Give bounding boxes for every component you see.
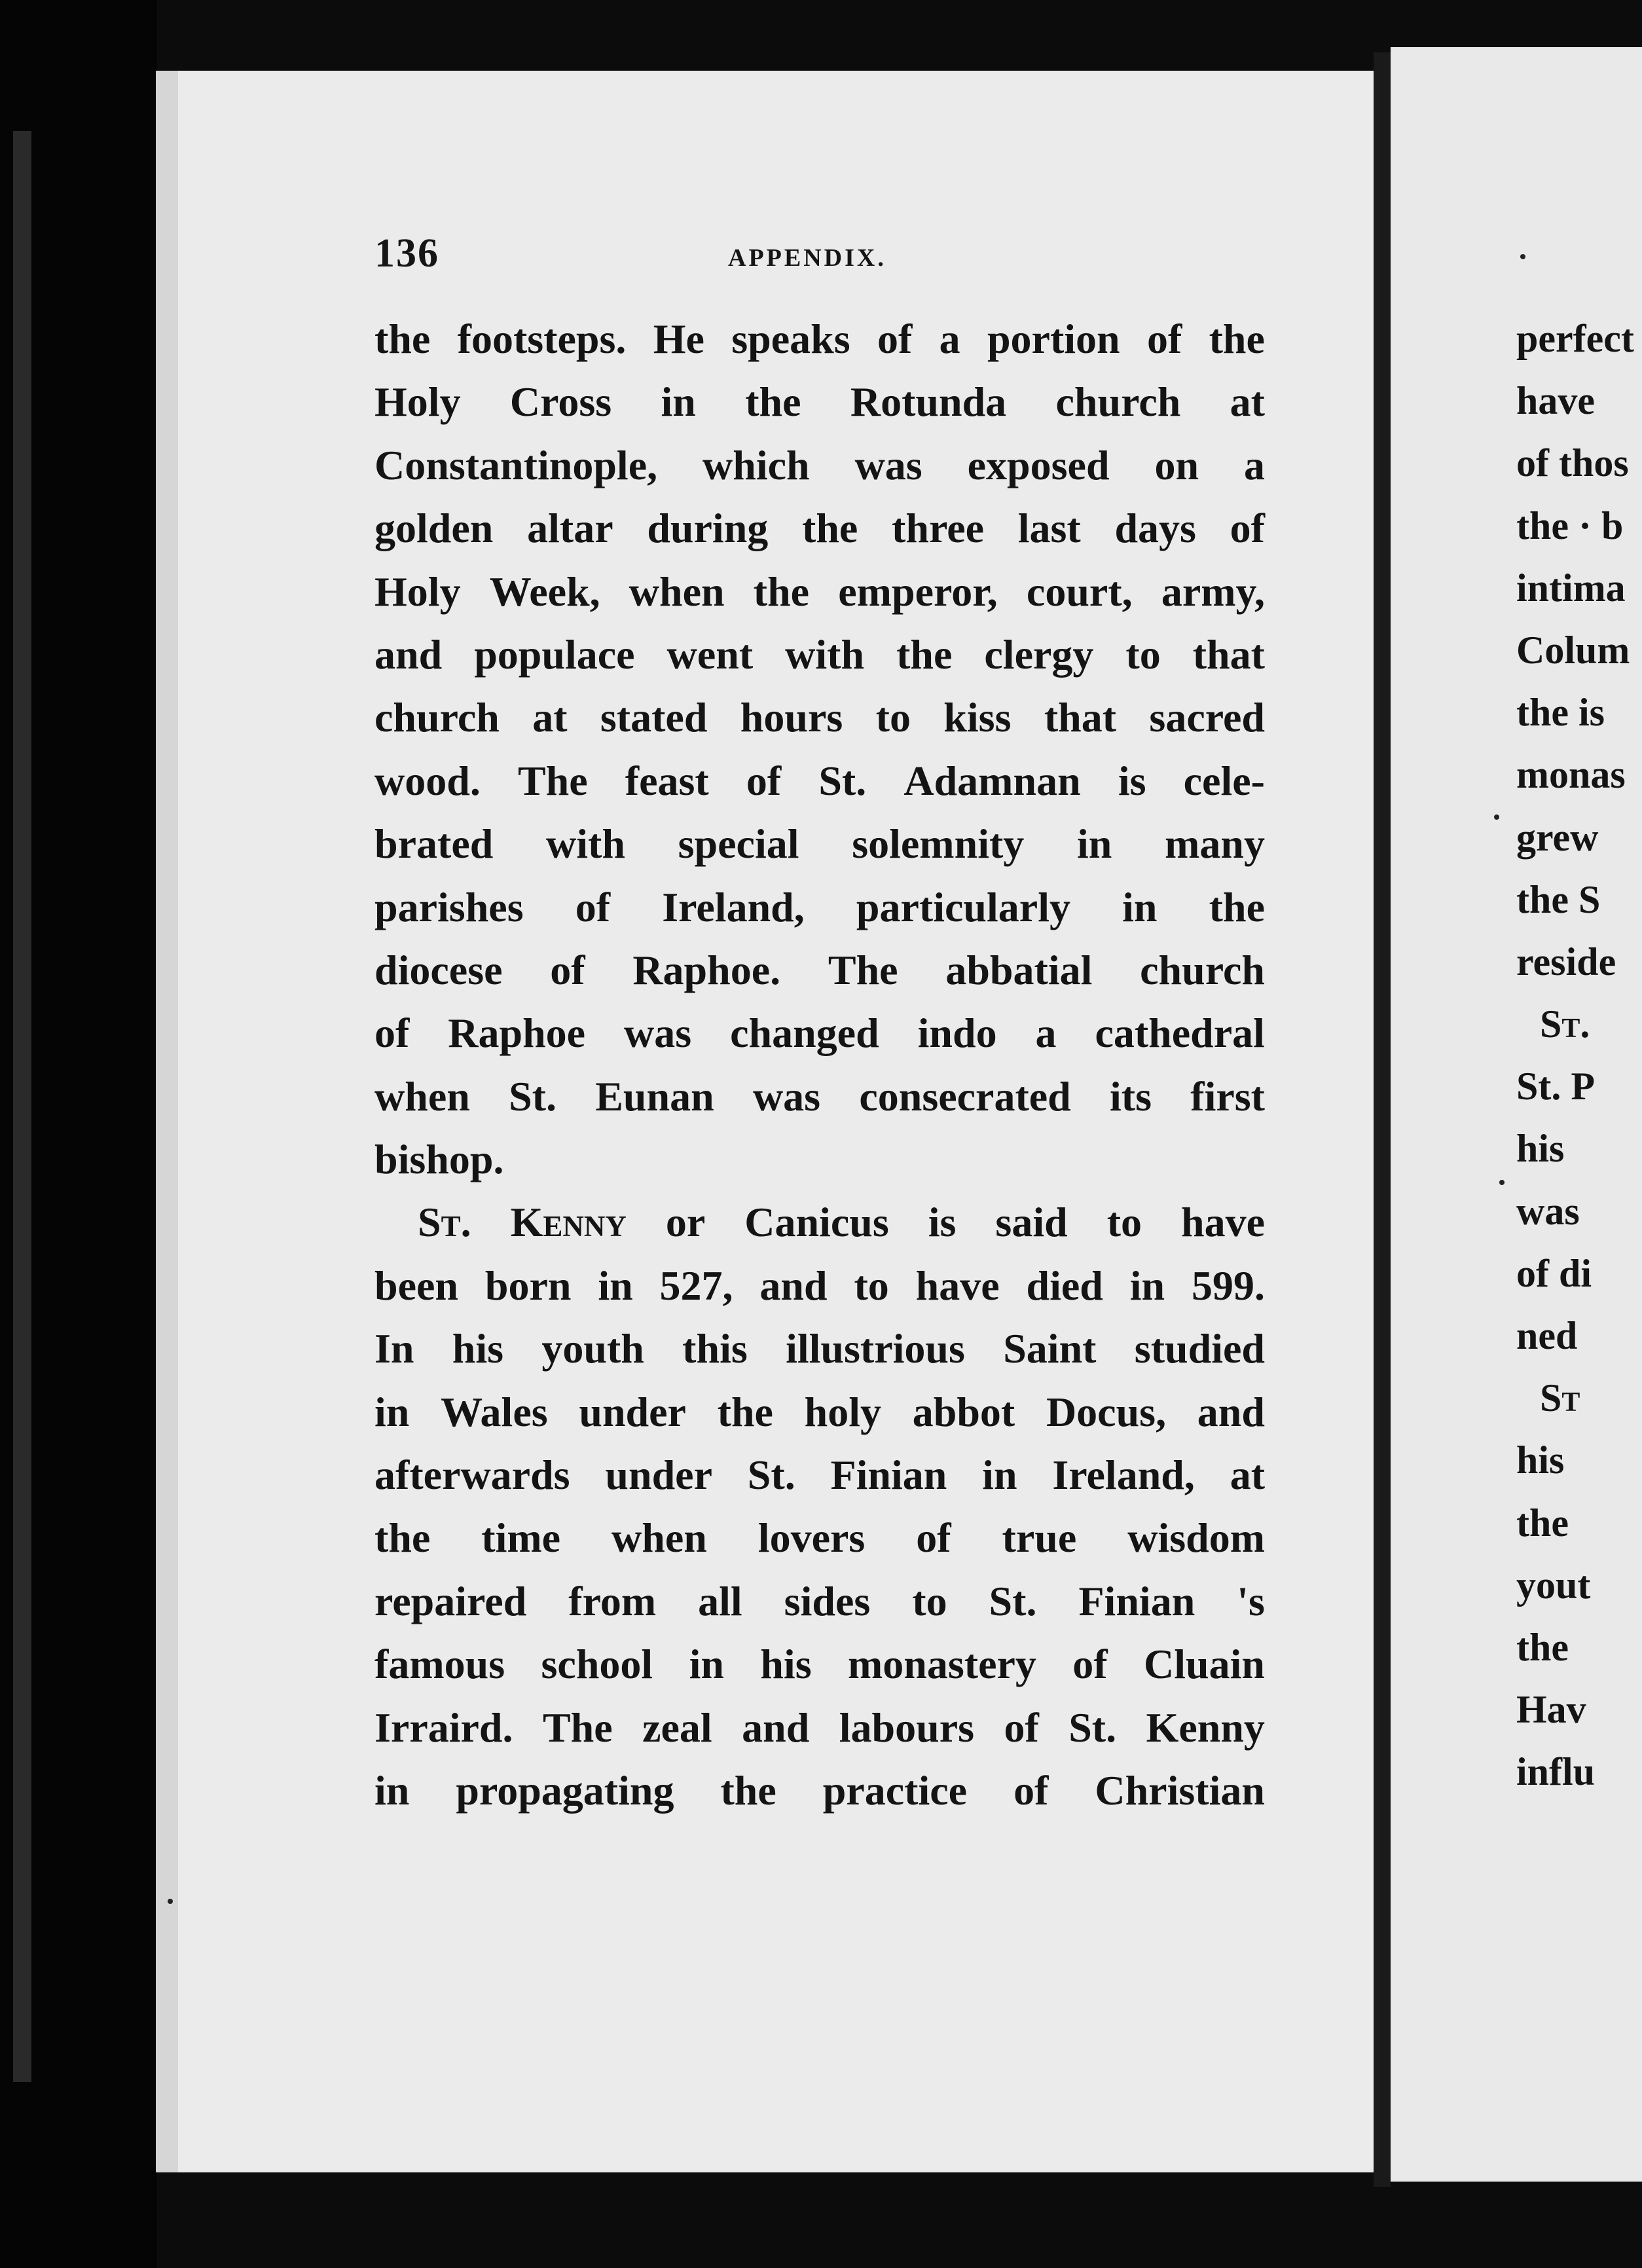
right-page-line: intima bbox=[1516, 566, 1626, 610]
word: in bbox=[982, 1452, 1017, 1499]
word: diocese bbox=[374, 946, 503, 993]
word: He bbox=[653, 316, 704, 362]
word: time bbox=[481, 1514, 561, 1562]
right-page-text bbox=[1516, 308, 1642, 1804]
word: the bbox=[720, 1766, 776, 1814]
word: in bbox=[689, 1641, 724, 1688]
word: Irraird. bbox=[374, 1704, 513, 1751]
header-title: APPENDIX. bbox=[728, 244, 886, 272]
word: with bbox=[785, 631, 865, 678]
word: labours bbox=[839, 1704, 974, 1751]
word: Adamnan bbox=[903, 757, 1081, 804]
word: went bbox=[666, 631, 754, 678]
word: wood. bbox=[374, 757, 481, 804]
right-page-line: of di bbox=[1516, 1251, 1592, 1295]
word: of bbox=[916, 1514, 951, 1562]
word: portion bbox=[987, 316, 1120, 362]
word: footsteps. bbox=[457, 316, 627, 362]
right-page-line: have bbox=[1516, 379, 1595, 423]
right-page-line: was bbox=[1516, 1189, 1580, 1233]
right-page-line: St. P bbox=[1516, 1065, 1595, 1108]
right-page-line: St bbox=[1540, 1376, 1580, 1420]
word: and bbox=[1197, 1388, 1265, 1435]
word: St. bbox=[418, 1199, 471, 1246]
word: St. bbox=[509, 1072, 556, 1120]
word: under bbox=[579, 1388, 686, 1435]
word: school bbox=[541, 1641, 653, 1688]
text-line bbox=[374, 750, 1265, 813]
page-speck bbox=[1494, 814, 1499, 820]
word: the bbox=[1209, 883, 1265, 930]
text-line bbox=[374, 560, 1265, 623]
right-page-line: grew bbox=[1516, 815, 1599, 859]
word: of bbox=[746, 757, 782, 804]
spine-edge bbox=[13, 131, 31, 2082]
word: have bbox=[1180, 1199, 1265, 1246]
text-line bbox=[374, 1128, 1265, 1191]
word: when bbox=[629, 568, 725, 615]
word: have bbox=[915, 1262, 1000, 1309]
word: Kenny bbox=[1146, 1704, 1265, 1751]
word: was bbox=[854, 441, 922, 488]
word: church bbox=[1140, 946, 1265, 993]
word: his bbox=[760, 1641, 812, 1688]
word: Constantinople, bbox=[374, 441, 658, 488]
word: exposed bbox=[967, 441, 1110, 488]
word: which bbox=[702, 441, 810, 488]
left-page-shade bbox=[156, 71, 178, 2172]
word: propagating bbox=[456, 1766, 674, 1814]
word: church bbox=[374, 694, 500, 741]
right-page-line: the S bbox=[1516, 877, 1601, 921]
word: St. bbox=[989, 1577, 1037, 1624]
word: the bbox=[1209, 316, 1265, 362]
word: the bbox=[753, 568, 810, 615]
word: consecrated bbox=[859, 1072, 1071, 1120]
word: all bbox=[698, 1577, 742, 1624]
word: true bbox=[1002, 1514, 1077, 1562]
text-line bbox=[374, 876, 1265, 939]
word: speaks bbox=[731, 316, 850, 362]
word: Saint bbox=[1003, 1325, 1097, 1372]
word: of bbox=[374, 1010, 410, 1057]
text-line bbox=[374, 308, 1265, 371]
word: of bbox=[1072, 1641, 1108, 1688]
word: of bbox=[1230, 505, 1265, 552]
word: is bbox=[928, 1199, 957, 1246]
word: Finian bbox=[830, 1452, 947, 1499]
word: Cluain bbox=[1143, 1641, 1265, 1688]
word: abbatial bbox=[945, 946, 1093, 993]
word: of bbox=[877, 316, 913, 362]
word: golden bbox=[374, 505, 494, 552]
right-page-line: the is bbox=[1516, 691, 1605, 735]
right-page-line: Colum bbox=[1516, 628, 1630, 672]
right-page-line: of thos bbox=[1516, 441, 1629, 485]
text-line bbox=[374, 1444, 1265, 1507]
text-line bbox=[374, 1633, 1265, 1696]
word: monastery bbox=[847, 1641, 1036, 1688]
word: Ireland, bbox=[662, 883, 805, 930]
word: to bbox=[1106, 1199, 1142, 1246]
text-line bbox=[374, 497, 1265, 560]
word: bishop. bbox=[374, 1136, 504, 1183]
word: in bbox=[661, 378, 696, 426]
word: youth bbox=[541, 1325, 644, 1372]
word: his bbox=[452, 1325, 504, 1372]
word: in bbox=[1122, 883, 1158, 930]
word: died bbox=[1026, 1262, 1103, 1309]
word: sides bbox=[784, 1577, 871, 1624]
right-page-line: perfect bbox=[1516, 317, 1634, 360]
word: St. bbox=[818, 757, 867, 804]
text-line bbox=[374, 1570, 1265, 1633]
word: last bbox=[1017, 505, 1081, 552]
word: 's bbox=[1237, 1577, 1265, 1624]
word: with bbox=[546, 820, 625, 868]
word: Kenny bbox=[510, 1199, 627, 1246]
word: Cross bbox=[509, 378, 612, 426]
word: indo bbox=[917, 1010, 997, 1057]
right-page-line: his bbox=[1516, 1127, 1565, 1171]
word: the bbox=[745, 378, 801, 426]
word: of bbox=[1004, 1704, 1039, 1751]
text-line bbox=[374, 1065, 1265, 1128]
word: was bbox=[624, 1010, 692, 1057]
word: is bbox=[1118, 757, 1146, 804]
word: was bbox=[752, 1072, 821, 1120]
word: St. bbox=[1068, 1704, 1117, 1751]
word: the bbox=[802, 505, 858, 552]
word: Raphoe bbox=[448, 1010, 586, 1057]
word: changed bbox=[730, 1010, 879, 1057]
word: Finian bbox=[1078, 1577, 1195, 1624]
word: Docus, bbox=[1046, 1388, 1167, 1435]
word: special bbox=[678, 820, 799, 868]
right-page-line: the bbox=[1516, 1501, 1569, 1545]
word: church bbox=[1055, 378, 1181, 426]
word: this bbox=[682, 1325, 748, 1372]
word: when bbox=[611, 1514, 707, 1562]
text-line bbox=[374, 1507, 1265, 1569]
word: from bbox=[568, 1577, 657, 1624]
word: on bbox=[1154, 441, 1199, 488]
word: brated bbox=[374, 820, 494, 868]
page-speck bbox=[168, 1899, 173, 1904]
right-page-line: reside bbox=[1516, 940, 1616, 983]
word: when bbox=[374, 1072, 470, 1120]
word: 527, bbox=[659, 1262, 733, 1309]
right-page-line: ned bbox=[1516, 1314, 1578, 1357]
word: cathedral bbox=[1095, 1010, 1265, 1057]
word: zeal bbox=[642, 1704, 712, 1751]
word: a bbox=[939, 316, 960, 362]
word: in bbox=[1129, 1262, 1165, 1309]
right-page-line: yout bbox=[1516, 1563, 1591, 1607]
main-text-block bbox=[374, 308, 1265, 1822]
word: at bbox=[532, 694, 568, 741]
word: famous bbox=[374, 1641, 505, 1688]
right-page-line: the bbox=[1516, 1625, 1569, 1669]
word: army, bbox=[1161, 568, 1265, 615]
book-gutter bbox=[1374, 52, 1391, 2187]
text-line bbox=[374, 371, 1265, 433]
text-line bbox=[374, 813, 1265, 875]
text-line bbox=[374, 1759, 1265, 1822]
word: 599. bbox=[1191, 1262, 1265, 1309]
running-head bbox=[374, 230, 1265, 283]
word: studied bbox=[1134, 1325, 1265, 1372]
word: at bbox=[1230, 1452, 1265, 1499]
word: days bbox=[1114, 505, 1196, 552]
word: a bbox=[1244, 441, 1265, 488]
word: and bbox=[759, 1262, 828, 1309]
text-line bbox=[374, 1254, 1265, 1317]
word: a bbox=[1035, 1010, 1057, 1057]
word: or bbox=[665, 1199, 706, 1246]
word: stated bbox=[600, 694, 708, 741]
page-number: 136 bbox=[374, 231, 439, 276]
word: St. bbox=[747, 1452, 795, 1499]
word: Ireland, bbox=[1052, 1452, 1195, 1499]
right-page-line: St. bbox=[1540, 1002, 1590, 1046]
word: kiss bbox=[943, 694, 1012, 741]
word: cele- bbox=[1183, 757, 1265, 804]
word: of bbox=[1013, 1766, 1049, 1814]
word: Holy bbox=[374, 568, 461, 615]
word: to bbox=[912, 1577, 947, 1624]
word: emperor, bbox=[838, 568, 998, 615]
word: hours bbox=[740, 694, 843, 741]
word: of bbox=[575, 883, 611, 930]
word: during bbox=[647, 505, 769, 552]
word: at bbox=[1230, 378, 1265, 426]
word: in bbox=[1077, 820, 1112, 868]
word: The bbox=[542, 1704, 613, 1751]
word: in bbox=[374, 1766, 410, 1814]
word: the bbox=[374, 1514, 431, 1562]
word: to bbox=[854, 1262, 889, 1309]
word: under bbox=[605, 1452, 712, 1499]
word: Week, bbox=[489, 568, 600, 615]
word: court, bbox=[1026, 568, 1133, 615]
word: that bbox=[1044, 694, 1117, 741]
text-line bbox=[374, 623, 1265, 686]
word: holy bbox=[804, 1388, 882, 1435]
text-line bbox=[374, 1696, 1265, 1759]
word: the bbox=[374, 316, 431, 362]
right-page-line: influ bbox=[1516, 1750, 1596, 1794]
right-page-line: the · b bbox=[1516, 503, 1624, 547]
word: The bbox=[517, 757, 588, 804]
word: first bbox=[1190, 1072, 1265, 1120]
word: afterwards bbox=[374, 1452, 570, 1499]
word: lovers bbox=[757, 1514, 866, 1562]
word: wisdom bbox=[1127, 1514, 1265, 1562]
word: repaired bbox=[374, 1577, 527, 1624]
word: illustrious bbox=[786, 1325, 965, 1372]
word: solemnity bbox=[852, 820, 1025, 868]
word: Christian bbox=[1095, 1766, 1265, 1814]
word: populace bbox=[474, 631, 635, 678]
word: Rotunda bbox=[850, 378, 1007, 426]
page-speck bbox=[1499, 1180, 1505, 1185]
word: its bbox=[1110, 1072, 1152, 1120]
word: Eunan bbox=[595, 1072, 714, 1120]
word: The bbox=[828, 946, 898, 993]
right-page-line: his bbox=[1516, 1438, 1565, 1482]
right-page-line: monas bbox=[1516, 753, 1626, 797]
word: many bbox=[1165, 820, 1265, 868]
word: in bbox=[598, 1262, 633, 1309]
word: that bbox=[1192, 631, 1265, 678]
text-line bbox=[374, 1002, 1265, 1065]
word: sacred bbox=[1149, 694, 1265, 741]
text-line bbox=[374, 686, 1265, 749]
word: Holy bbox=[374, 378, 461, 426]
word: altar bbox=[527, 505, 613, 552]
word: Raphoe. bbox=[632, 946, 781, 993]
word: said bbox=[995, 1199, 1068, 1246]
word: in bbox=[374, 1388, 410, 1435]
word: practice bbox=[822, 1766, 968, 1814]
text-line bbox=[374, 1317, 1265, 1380]
page-speck bbox=[1520, 254, 1525, 259]
text-line bbox=[374, 1191, 1265, 1254]
word: Wales bbox=[441, 1388, 548, 1435]
word: clergy bbox=[984, 631, 1094, 678]
word: feast bbox=[625, 757, 709, 804]
word: the bbox=[896, 631, 953, 678]
word: of bbox=[550, 946, 585, 993]
word: to bbox=[875, 694, 911, 741]
word: parishes bbox=[374, 883, 524, 930]
word: three bbox=[892, 505, 984, 552]
word: particularly bbox=[856, 883, 1070, 930]
word: and bbox=[742, 1704, 810, 1751]
word: abbot bbox=[912, 1388, 1015, 1435]
word: the bbox=[717, 1388, 773, 1435]
word: and bbox=[374, 631, 443, 678]
right-page-line: Hav bbox=[1516, 1688, 1586, 1732]
text-line bbox=[374, 434, 1265, 497]
text-line bbox=[374, 939, 1265, 1002]
word: Canicus bbox=[744, 1199, 889, 1246]
word: In bbox=[374, 1325, 414, 1372]
word: to bbox=[1125, 631, 1161, 678]
word: born bbox=[484, 1262, 572, 1309]
text-line bbox=[374, 1381, 1265, 1444]
word: been bbox=[374, 1262, 458, 1309]
word: of bbox=[1146, 316, 1182, 362]
